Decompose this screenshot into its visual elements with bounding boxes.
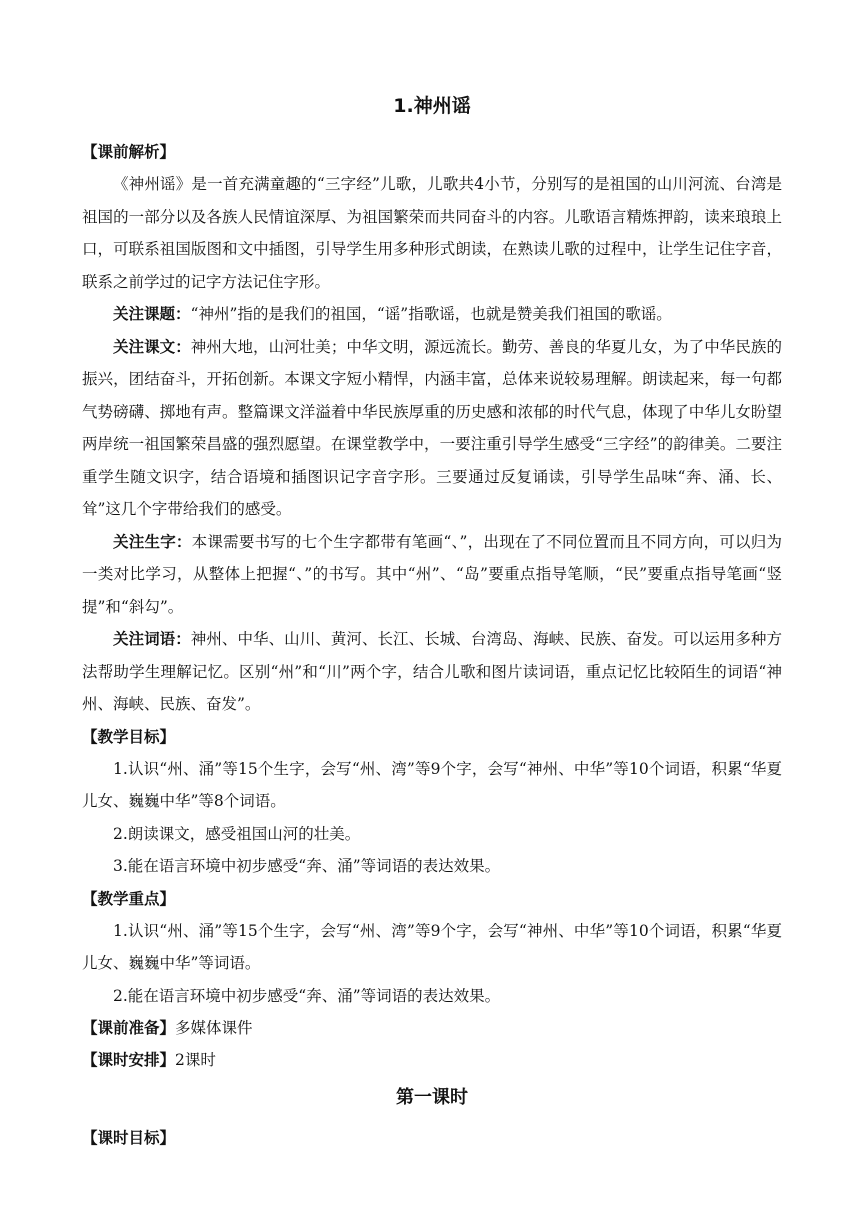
- goal-item: 3.能在语言环境中初步感受“奔、涌”等词语的表达效果。: [113, 857, 501, 875]
- section-heading-lesson-goals: 【课时目标】: [82, 1129, 176, 1147]
- focus-chars-label: 关注生字：: [113, 532, 192, 551]
- lesson-title: 第一课时: [396, 1087, 468, 1108]
- schedule-line: [82, 1044, 782, 1076]
- goal-item: 2.朗读课文，感受祖国山河的壮美。: [113, 824, 361, 843]
- section-heading-key-points: 【教学重点】: [82, 889, 176, 908]
- focus-text-paragraph: [82, 331, 782, 526]
- focus-chars-text: 本课需要书写的七个生字都带有笔画“、”，出现在了不同位置而且不同方向，可以归为一类对比学习，从整体上把握“、”的书写。其中“州”、“岛”要重点指导笔顺，“民”要重点指导笔画“竖提”和“斜勾”。: [82, 532, 782, 616]
- focus-title-label: 关注课题：: [113, 305, 191, 323]
- key-point-item: 1.认识“州、涌”等15个生字，会写“州、湾”等9个字，会写“神州、中华”等10个词语，积累“华夏儿女、巍巍中华”等词语。: [82, 921, 782, 972]
- prep-line: [82, 1012, 782, 1044]
- document-body: [82, 92, 782, 1154]
- focus-chars-paragraph: [82, 526, 782, 624]
- focus-words-text: 神州、中华、山川、黄河、长江、长城、台湾岛、海峡、民族、奋发。可以运用多种方法帮助学生理解记忆。区别“州”和“川”两个字，结合儿歌和图片读词语，重点记忆比较陌生的词语“神州、海峡、民族、奋发”。: [82, 630, 782, 713]
- focus-title-text: “神州”指的是我们的祖国，“谣”指歌谣，也就是赞美我们祖国的歌谣。: [190, 305, 672, 323]
- focus-text-text: 神州大地，山河壮美；中华文明，源远流长。勤劳、善良的华夏儿女，为了中华民族的振兴，团结奋斗，开拓创新。本课文字短小精悍，内涵丰富，总体来说较易理解。朗读起来，每一句都气势磅礴、掷地有声。整篇课文洋溢着中华民族厚重的历史感和浓郁的时代气息，体现了中华儿女盼望两岸统一祖国繁荣昌盛的强烈愿望。在课堂教学中，一要注重引导学生感受“三字经”的韵律美。二要注重学生随文识字，结合语境和插图识记字音字形。三要通过反复诵读，引导学生品味“奔、涌、长、耸”这几个字带给我们的感受。: [82, 337, 782, 518]
- page-title: 1.神州谣: [393, 95, 471, 117]
- section-heading-preview: 【课前解析】: [82, 143, 176, 161]
- focus-words-paragraph: [82, 623, 782, 721]
- preview-paragraph: 《神州谣》是一首充满童趣的“三字经”儿歌，儿歌共4小节，分别写的是祖国的山川河流、台湾是祖国的一部分以及各族人民情谊深厚、为祖国繁荣而共同奋斗的内容。儿歌语言精炼押韵，读来琅琅上口，可联系祖国版图和文中插图，引导学生用多种形式朗读，在熟读儿歌的过程中，让学生记住字音，联系之前学过的记字方法记住字形。: [82, 175, 782, 291]
- goal-item: 1.认识“州、涌”等15个生字，会写“州、湾”等9个字，会写“神州、中华”等10个词语，积累“华夏儿女、巍巍中华”等8个词语。: [82, 759, 782, 810]
- section-heading-schedule: 【课时安排】: [82, 1051, 176, 1069]
- focus-text-label: 关注课文：: [113, 337, 191, 356]
- prep-text: 多媒体课件: [175, 1019, 253, 1037]
- schedule-text: 2课时: [175, 1051, 216, 1069]
- section-heading-prep: 【课前准备】: [82, 1019, 176, 1037]
- focus-words-label: 关注词语：: [113, 630, 191, 648]
- focus-title-paragraph: [82, 298, 782, 331]
- key-point-item: 2.能在语言环境中初步感受“奔、涌”等词语的表达效果。: [113, 986, 501, 1005]
- section-heading-goals: 【教学目标】: [82, 727, 176, 746]
